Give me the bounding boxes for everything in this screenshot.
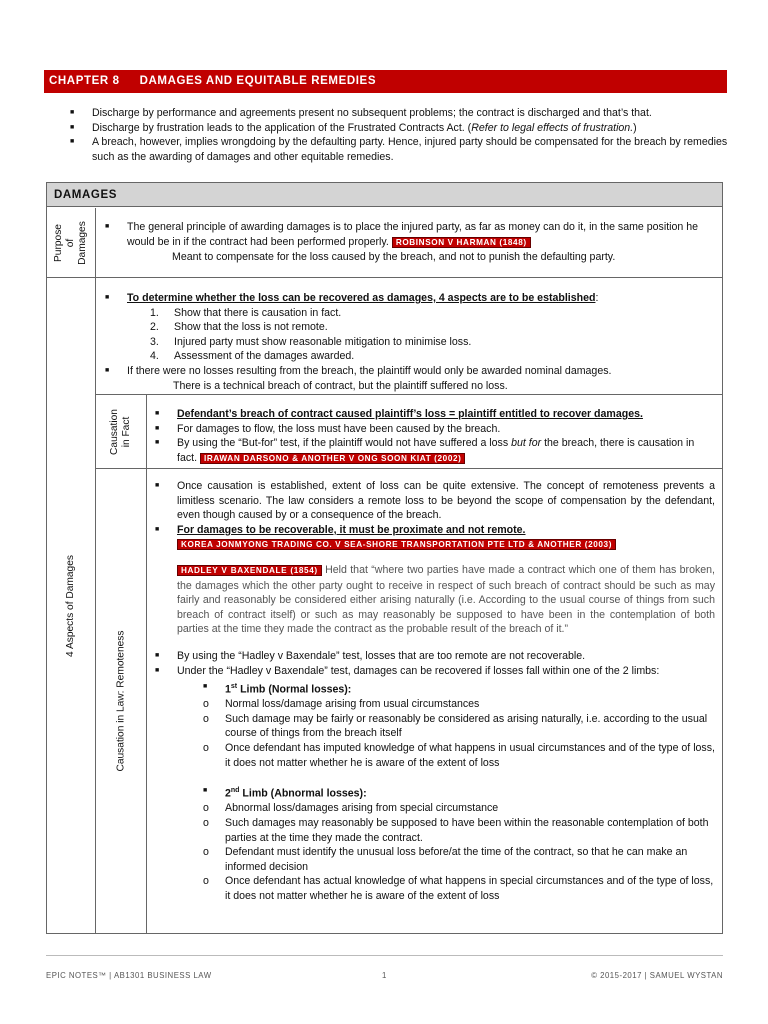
circle-bullet-icon: o bbox=[203, 846, 209, 859]
limb2-heading: ■ 2nd Limb (Abnormal losses): bbox=[155, 784, 715, 801]
case-citation: HADLEY V BAXENDALE (1854) bbox=[177, 565, 322, 576]
circle-bullet-icon: o bbox=[203, 742, 209, 755]
purpose-label: Purpose of Damages bbox=[53, 220, 88, 265]
case-citation: IRAWAN DARSONO & ANOTHER V ONG SOON KIAT (2002) bbox=[200, 453, 465, 464]
damages-table bbox=[46, 182, 723, 934]
limb1-heading: ■ 1st Limb (Normal losses): bbox=[155, 680, 715, 697]
square-bullet-icon: ■ bbox=[70, 123, 75, 131]
chapter-heading bbox=[44, 70, 727, 93]
damages-table-title: DAMAGES bbox=[47, 183, 722, 207]
circle-bullet-icon: o bbox=[203, 875, 209, 888]
intro-item: ■ A breach, however, implies wrongdoing by the defaulting party. Hence, injured party should be compensated for the breach by remedies such as the awarding of damages and other equitable remedies. bbox=[70, 136, 728, 163]
intro-item: ■ Discharge by frustration leads to the application of the Frustrated Contracts Act. (Refer to legal effects of frustration.) bbox=[70, 121, 637, 134]
row-divider bbox=[95, 394, 722, 395]
square-bullet-icon: ■ bbox=[105, 294, 110, 301]
list-item: ■ Under the “Hadley v Baxendale” test, damages can be recovered if losses fall within one of the 2 limbs: bbox=[155, 664, 660, 677]
footer-right: © 2015-2017 | SAMUEL WYSTAN bbox=[591, 971, 723, 980]
limb2-item: o Once defendant has actual knowledge of what happens in special circumstances and of the type of loss, it does not matter whether he is aware of the extent of loss bbox=[203, 875, 714, 902]
limb1-item: o Such damage may be fairly or reasonably be considered as arising naturally, i.e. according to the usual course of things from the breach itself bbox=[203, 712, 708, 740]
remoteness-label: Causation in Law: Remoteness bbox=[115, 630, 127, 772]
square-bullet-icon: ■ bbox=[155, 410, 160, 417]
hadley-quote: HADLEY V BAXENDALE (1854) Held that “where two parties have made a contract which one of them has broken, the damages which the other party ought to receive in respect of such breach of contract should be such as may fairly and reasonably be considered either arising naturally (i.e. According to the usual course of things from such breach of contract itself) or such as may reasonably be supposed to have been in the contemplation of both parties at the time they made the contract as the probable result of the breach of it.” bbox=[177, 563, 715, 636]
aspects-label: 4 Aspects of Damages bbox=[65, 554, 76, 657]
circle-bullet-icon: o bbox=[203, 816, 209, 829]
intro-bullets bbox=[70, 106, 735, 164]
chapter-title: DAMAGES AND EQUITABLE REMEDIES bbox=[139, 75, 377, 87]
list-item: ■ By using the “But-for” test, if the plaintiff would not have suffered a loss but for the breach, there is causation in fact. IRAWAN DARSONO & ANOTHER V ONG SOON KIAT (2002) bbox=[155, 437, 695, 464]
numbered-item: 1. Show that there is causation in fact. bbox=[150, 306, 342, 319]
circle-bullet-icon: o bbox=[203, 712, 209, 725]
limb2-item: o Abnormal loss/damages arising from special circumstance bbox=[203, 802, 499, 815]
column-divider bbox=[146, 394, 147, 933]
purpose-note: Meant to compensate for the loss caused by the breach, and not to punish the defaulting party. bbox=[172, 251, 616, 264]
fact-cell bbox=[155, 407, 703, 466]
list-item: ■ For damages to flow, the loss must have been caused by the breach. bbox=[155, 422, 501, 435]
square-bullet-icon: ■ bbox=[203, 683, 208, 691]
case-citation: KOREA JONMYONG TRADING CO. V SEA-SHORE TRANSPORTATION PTE LTD & ANOTHER (2003) bbox=[177, 539, 616, 550]
square-bullet-icon: ■ bbox=[105, 223, 110, 230]
square-bullet-icon: ■ bbox=[155, 482, 160, 489]
footer-left: EPIC NOTES™ | AB1301 BUSINESS LAW bbox=[46, 971, 212, 980]
list-item: ■ Once causation is established, extent of loss can be quite extensive. The concept of remoteness prevents a limitless scenario. The law considers a remote loss to be beyond the scope of compensation by the defendant, even though caused by or a consequence of the breach. bbox=[155, 480, 715, 522]
circle-bullet-icon: o bbox=[203, 802, 209, 815]
nominal-note: There is a technical breach of contract, but the plaintiff suffered no loss. bbox=[173, 379, 508, 392]
list-item: ■ Defendant’s breach of contract caused plaintiff’s loss = plaintiff entitled to recover damages. bbox=[155, 408, 643, 420]
limb2-item: o Such damages may reasonably be supposed to have been within the reasonable contemplation of both parties at the time they made the contract. bbox=[203, 816, 709, 844]
numbered-item: 3. Injured party must show reasonable mitigation to minimise loss. bbox=[150, 335, 472, 348]
remoteness-cell bbox=[155, 479, 715, 904]
list-item: ■ The general principle of awarding damages is to place the injured party, as far as money can do it, in the same position he would be in if the contract had been performed properly. ROBINSON V HARMAN (1848) bbox=[105, 221, 699, 248]
numbered-item: 4. Assessment of the damages awarded. bbox=[150, 350, 355, 363]
numbered-item: 2. Show that the loss is not remote. bbox=[150, 321, 328, 334]
square-bullet-icon: ■ bbox=[155, 424, 160, 432]
square-bullet-icon: ■ bbox=[70, 109, 75, 116]
chapter-number: CHAPTER 8 bbox=[49, 75, 120, 87]
korea-case bbox=[155, 537, 715, 553]
square-bullet-icon: ■ bbox=[70, 138, 75, 146]
purpose-cell bbox=[105, 220, 705, 265]
intro-item: ■ Discharge by performance and agreements present no subsequent problems; the contract is discharged and that’s that. bbox=[70, 107, 652, 119]
footer-divider bbox=[46, 955, 723, 956]
list-item: ■ By using the “Hadley v Baxendale” test, losses that are too remote are not recoverable. bbox=[155, 649, 586, 662]
list-item: ■ For damages to be recoverable, it must be proximate and not remote. bbox=[155, 523, 526, 536]
square-bullet-icon: ■ bbox=[155, 439, 160, 447]
square-bullet-icon: ■ bbox=[203, 787, 208, 795]
list-item: ■ To determine whether the loss can be recovered as damages, 4 aspects are to be established: bbox=[105, 292, 599, 304]
circle-bullet-icon: o bbox=[203, 698, 209, 711]
page-number: 1 bbox=[382, 971, 387, 980]
square-bullet-icon: ■ bbox=[155, 666, 160, 674]
row-divider bbox=[95, 468, 722, 469]
limb1-item: o Normal loss/damage arising from usual circumstances bbox=[203, 698, 480, 711]
square-bullet-icon: ■ bbox=[105, 366, 110, 374]
square-bullet-icon: ■ bbox=[155, 651, 160, 659]
limb1-item: o Once defendant has imputed knowledge of what happens in usual circumstances and of the type of loss, it does not matter whether he is aware of the extent of loss bbox=[203, 742, 715, 769]
limb2-item: o Defendant must identify the unusual loss before/at the time of the contract, so that he can make an informed decision bbox=[203, 846, 688, 873]
aspects-cell bbox=[105, 291, 705, 393]
fact-label: Causation in Fact bbox=[109, 408, 132, 455]
square-bullet-icon: ■ bbox=[155, 525, 160, 533]
case-citation: ROBINSON V HARMAN (1848) bbox=[392, 237, 531, 248]
row-divider bbox=[47, 277, 722, 278]
list-item: ■ If there were no losses resulting from the breach, the plaintiff would only be awarded nominal damages. bbox=[105, 364, 612, 377]
